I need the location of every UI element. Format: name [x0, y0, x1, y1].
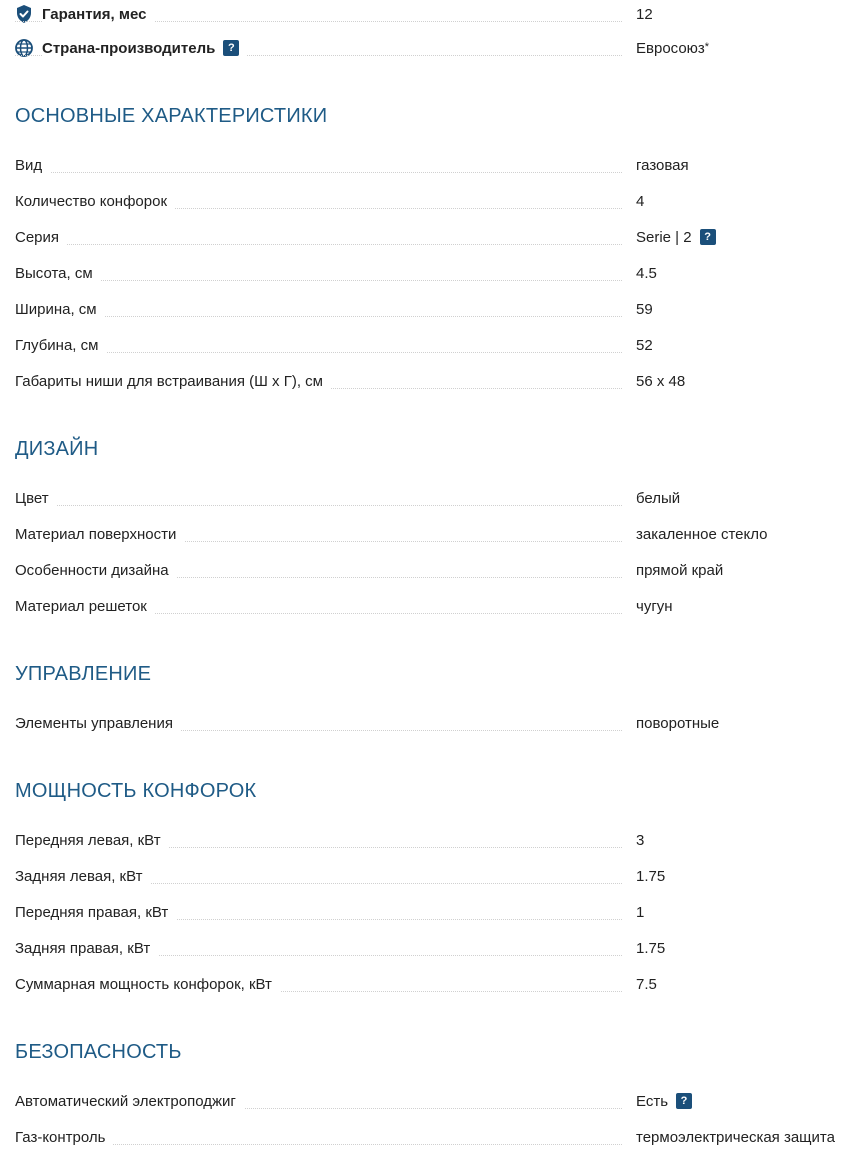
section-title-design: ДИЗАЙН: [15, 438, 99, 460]
spec-value: газовая: [636, 157, 689, 174]
spec-row: [0, 1087, 850, 1117]
spec-value: 4.5: [636, 265, 657, 282]
spec-value: Евросоюз: [636, 40, 705, 57]
dotted-leader: [15, 244, 622, 245]
spec-value: термоэлектрическая защита: [636, 1129, 835, 1146]
spec-value: 7.5: [636, 976, 657, 993]
spec-value: 4: [636, 193, 645, 210]
spec-value: Есть: [636, 1093, 669, 1110]
section-title-control: УПРАВЛЕНИЕ: [15, 663, 152, 685]
dotted-leader: [15, 316, 622, 317]
spec-label: Ширина, см: [15, 301, 105, 318]
spec-label: Передняя правая, кВт: [15, 904, 176, 921]
spec-row: [0, 709, 850, 739]
spec-value: чугун: [636, 598, 673, 615]
spec-value: 1.75: [636, 868, 666, 885]
spec-label: Суммарная мощность конфорок, кВт: [15, 976, 280, 993]
help-icon[interactable]: ?: [223, 40, 239, 56]
spec-row: [0, 367, 850, 397]
spec-label: Серия: [15, 229, 67, 246]
spec-label: Цвет: [15, 490, 57, 507]
spec-label: Габариты ниши для встраивания (Ш х Г), см: [15, 373, 331, 390]
spec-label: Количество конфорок: [15, 193, 175, 210]
spec-row: [0, 484, 850, 514]
spec-row: [0, 826, 850, 856]
dotted-leader: [15, 280, 622, 281]
spec-row: [0, 151, 850, 181]
dotted-leader: [15, 505, 622, 506]
spec-row-country: [0, 34, 850, 64]
spec-row: [0, 970, 850, 1000]
spec-label: Особенности дизайна: [15, 562, 177, 579]
spec-label: Страна-производитель: [42, 40, 216, 57]
spec-label: Высота, см: [15, 265, 101, 282]
spec-row: [0, 862, 850, 892]
spec-label: Задняя левая, кВт: [15, 868, 151, 885]
spec-label: Автоматический электроподжиг: [15, 1093, 244, 1110]
help-icon[interactable]: ?: [676, 1093, 692, 1109]
footnote-mark: *: [704, 41, 710, 53]
spec-label: Задняя правая, кВт: [15, 940, 158, 957]
spec-label: Глубина, см: [15, 337, 106, 354]
dotted-leader: [15, 172, 622, 173]
spec-value: 1: [636, 904, 645, 921]
spec-row: [0, 295, 850, 325]
spec-row: [0, 520, 850, 550]
spec-row: [0, 898, 850, 928]
section-title-main: ОСНОВНЫЕ ХАРАКТЕРИСТИКИ: [15, 105, 328, 127]
spec-value: Serie | 2: [636, 229, 692, 246]
spec-row: [0, 331, 850, 361]
spec-value: 52: [636, 337, 653, 354]
spec-value: 56 x 48: [636, 373, 686, 390]
spec-label: Материал решеток: [15, 598, 155, 615]
spec-row-warranty: [0, 0, 850, 30]
spec-value: закаленное стекло: [636, 526, 768, 543]
spec-row: [0, 223, 850, 253]
spec-label: Вид: [15, 157, 50, 174]
section-title-power: МОЩНОСТЬ КОНФОРОК: [15, 780, 257, 802]
spec-label: Передняя левая, кВт: [15, 832, 169, 849]
spec-value: 3: [636, 832, 645, 849]
spec-row: [0, 592, 850, 622]
spec-label: Материал поверхности: [15, 526, 184, 543]
section-title-safety: БЕЗОПАСНОСТЬ: [15, 1041, 182, 1063]
spec-value: 1.75: [636, 940, 666, 957]
spec-row: [0, 556, 850, 586]
spec-value: поворотные: [636, 715, 720, 732]
spec-value: 59: [636, 301, 653, 318]
spec-value: прямой край: [636, 562, 724, 579]
spec-label: Газ-контроль: [15, 1129, 113, 1146]
spec-value: 12: [636, 6, 653, 23]
help-icon[interactable]: ?: [700, 229, 716, 245]
spec-row: [0, 259, 850, 289]
spec-label: Гарантия, мес: [42, 6, 154, 23]
spec-row: [0, 1123, 850, 1153]
spec-value: белый: [636, 490, 681, 507]
spec-label: Элементы управления: [15, 715, 181, 732]
spec-row: [0, 187, 850, 217]
spec-row: [0, 934, 850, 964]
